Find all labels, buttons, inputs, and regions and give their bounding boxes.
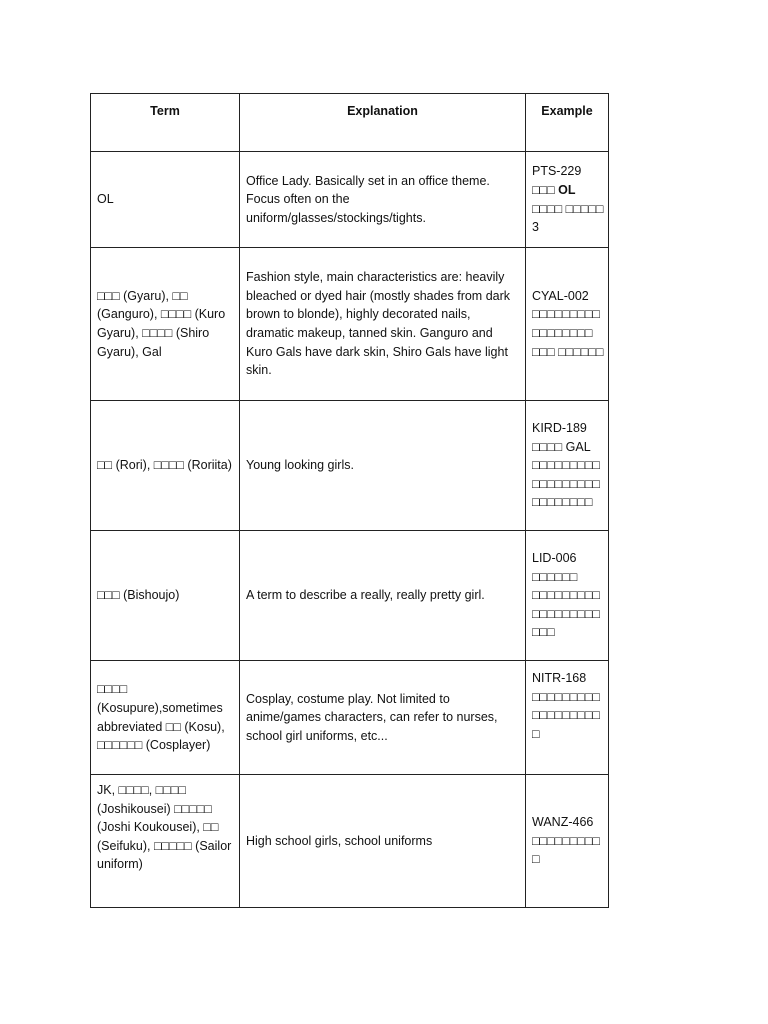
example-cell: KIRD-189 □□□□ GAL □□□□□□□□□□□□□□□□□□□□□□□□□□ — [526, 401, 609, 531]
terms-table — [90, 93, 609, 908]
example-cell — [526, 152, 609, 248]
explanation-cell: Cosplay, costume play. Not limited to anime/games characters, can refer to nurses, school girl uniforms, etc... — [240, 661, 526, 775]
example-text: PTS-229 □□□ — [532, 164, 582, 197]
explanation-cell: A term to describe a really, really pretty girl. — [240, 531, 526, 661]
term-cell: □□□□ (Kosupure),sometimes abbreviated □□ (Kosu), □□□□□□ (Cosplayer) — [91, 661, 240, 775]
term-cell: □□□ (Bishoujo) — [91, 531, 240, 661]
example-cell: NITR-168 □□□□□□□□□□□□□□□□□□□ — [526, 661, 609, 775]
term-cell: OL — [91, 152, 240, 248]
explanation-cell: Fashion style, main characteristics are: heavily bleached or dyed hair (mostly shades from dark brown to blonde), highly decorated nails, dramatic makeup, tanned skin. Ganguro and Kuro Gals have dark skin, Shiro Gals have light skin. — [240, 248, 526, 401]
example-text-end: □□□□ □□□□□ 3 — [532, 201, 604, 235]
example-cell: LID-006 □□□□□□ □□□□□□□□□□□□□□□□□□ □□□ — [526, 531, 609, 661]
example-bold-text: OL — [558, 182, 576, 197]
term-cell: □□□ (Gyaru), □□ (Ganguro), □□□□ (Kuro Gyaru), □□□□ (Shiro Gyaru), Gal — [91, 248, 240, 401]
table-header-row — [91, 94, 609, 152]
table-row — [91, 248, 609, 401]
example-cell: CYAL-002 □□□□□□□□□□□□□□□□□ □□□ □□□□□□ — [526, 248, 609, 401]
table-row — [91, 531, 609, 661]
header-explanation: Explanation — [240, 94, 526, 152]
term-cell: JK, □□□□, □□□□ (Joshikousei) □□□□□ (Joshi Koukousei), □□ (Seifuku), □□□□□ (Sailor uniform) — [91, 775, 240, 908]
table-row — [91, 401, 609, 531]
table-row — [91, 152, 609, 248]
header-example: Example — [526, 94, 609, 152]
explanation-cell: Office Lady. Basically set in an office theme. Focus often on the uniform/glasses/stockings/tights. — [240, 152, 526, 248]
header-term: Term — [91, 94, 240, 152]
example-cell: WANZ-466 □□□□□□□□□□ — [526, 775, 609, 908]
explanation-cell: Young looking girls. — [240, 401, 526, 531]
term-cell: □□ (Rori), □□□□ (Roriita) — [91, 401, 240, 531]
table-row — [91, 775, 609, 908]
explanation-cell: High school girls, school uniforms — [240, 775, 526, 908]
table-row — [91, 661, 609, 775]
